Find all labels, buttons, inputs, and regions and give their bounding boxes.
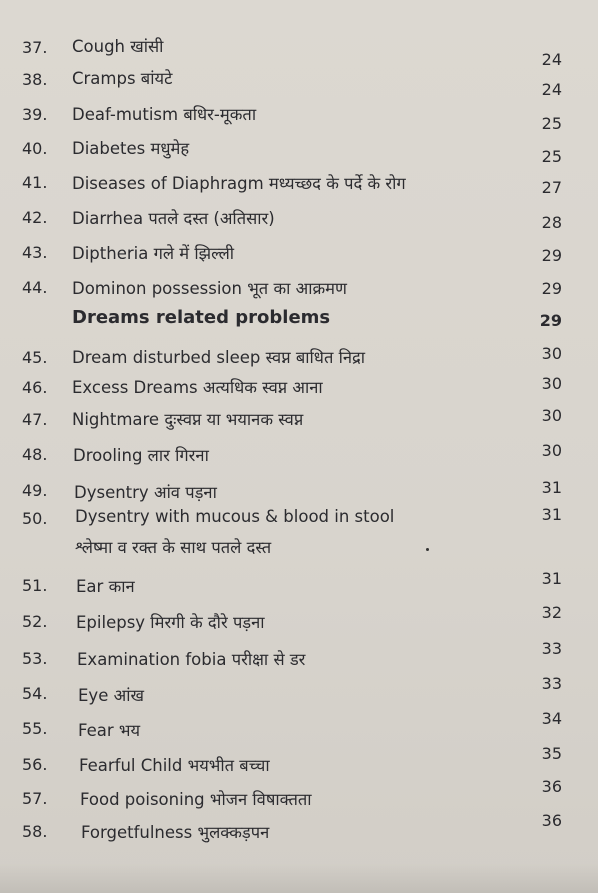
entry-number: 41. (22, 173, 48, 192)
entry-page: 29 (541, 246, 562, 265)
entry-title: Cough खांसी (72, 37, 164, 56)
entry-number: 50. (22, 509, 48, 528)
entry-number: 38. (22, 70, 48, 89)
entry-page: 27 (541, 178, 562, 197)
entry-title: Food poisoning भोजन विषाक्तता (80, 790, 312, 809)
entry-page: 34 (541, 709, 562, 728)
entry-title: Diabetes मधुमेह (72, 139, 190, 158)
entry-title: Excess Dreams अत्यधिक स्वप्न आना (72, 378, 323, 397)
entry-page: 28 (541, 213, 562, 232)
entry-title: Forgetfulness भुलक्कड़पन (81, 823, 270, 842)
entry-page: 30 (541, 441, 562, 460)
entry-page: 24 (541, 50, 562, 69)
entry-page: 24 (541, 80, 562, 99)
entry-title: Dysentry with mucous & blood in stool (75, 507, 395, 526)
entry-title: Diseases of Diaphragm मध्यच्छद के पर्दे के रोग (72, 174, 406, 193)
entry-page: 30 (541, 344, 562, 363)
entry-number: 44. (22, 278, 48, 297)
entry-title: Fearful Child भयभीत बच्चा (79, 756, 270, 775)
entry-page: 33 (541, 639, 562, 658)
entry-number: 48. (22, 445, 48, 464)
section-page: 29 (539, 311, 562, 330)
entry-number: 39. (22, 105, 48, 124)
section-title: Dreams related problems (72, 307, 331, 328)
entry-title: Dream disturbed sleep स्वप्न बाधित निद्रा (72, 348, 366, 367)
entry-number: 55. (22, 719, 48, 738)
entry-title-continuation: श्लेष्मा व रक्त के साथ पतले दस्त (75, 538, 272, 557)
entry-page: 25 (541, 114, 562, 133)
entry-number: 52. (22, 612, 48, 631)
entry-number: 54. (22, 684, 48, 703)
entry-title: Dysentry आंव पड़ना (74, 483, 217, 502)
entry-title: Ear कान (76, 577, 135, 596)
entry-number: 51. (22, 576, 48, 595)
entry-number: 49. (22, 481, 48, 500)
entry-title: Eye आंख (78, 686, 144, 705)
entry-number: 53. (22, 649, 48, 668)
entry-title: Nightmare दुःस्वप्न या भयानक स्वप्न (72, 410, 304, 429)
entry-title: Examination fobia परीक्षा से डर (77, 650, 306, 669)
entry-page: 29 (541, 279, 562, 298)
entry-title: Drooling लार गिरना (73, 446, 209, 465)
entry-number: 57. (22, 789, 48, 808)
entry-number: 43. (22, 243, 48, 262)
entry-number: 40. (22, 139, 48, 158)
entry-title: Epilepsy मिरगी के दौरे पड़ना (76, 613, 265, 632)
entry-number: 42. (22, 208, 48, 227)
page-bottom-shadow (0, 863, 598, 893)
entry-page: 32 (541, 603, 562, 622)
entry-number: 46. (22, 378, 48, 397)
entry-page: 31 (541, 478, 562, 497)
entry-page: 35 (541, 744, 562, 763)
entry-page: 36 (541, 811, 562, 830)
entry-page: 25 (541, 147, 562, 166)
entry-title: Cramps बांयटे (72, 69, 173, 88)
entry-number: 45. (22, 348, 48, 367)
entry-page: 31 (541, 505, 562, 524)
entry-title: Fear भय (78, 721, 141, 740)
entry-title: Diptheria गले में झिल्ली (72, 244, 235, 263)
entry-page: 31 (541, 569, 562, 588)
entry-number: 47. (22, 410, 48, 429)
entry-page: 30 (541, 374, 562, 393)
entry-page: 30 (541, 406, 562, 425)
entry-title: Deaf-mutism बधिर-मूकता (72, 105, 257, 124)
entry-title: Dominon possession भूत का आक्रमण (72, 279, 347, 298)
entry-number: 37. (22, 38, 48, 57)
entry-title: Diarrhea पतले दस्त (अतिसार) (72, 209, 275, 228)
entry-page: 36 (541, 777, 562, 796)
entry-page: 33 (541, 674, 562, 693)
entry-number: 58. (22, 822, 48, 841)
entry-number: 56. (22, 755, 48, 774)
stray-dot (426, 548, 429, 551)
